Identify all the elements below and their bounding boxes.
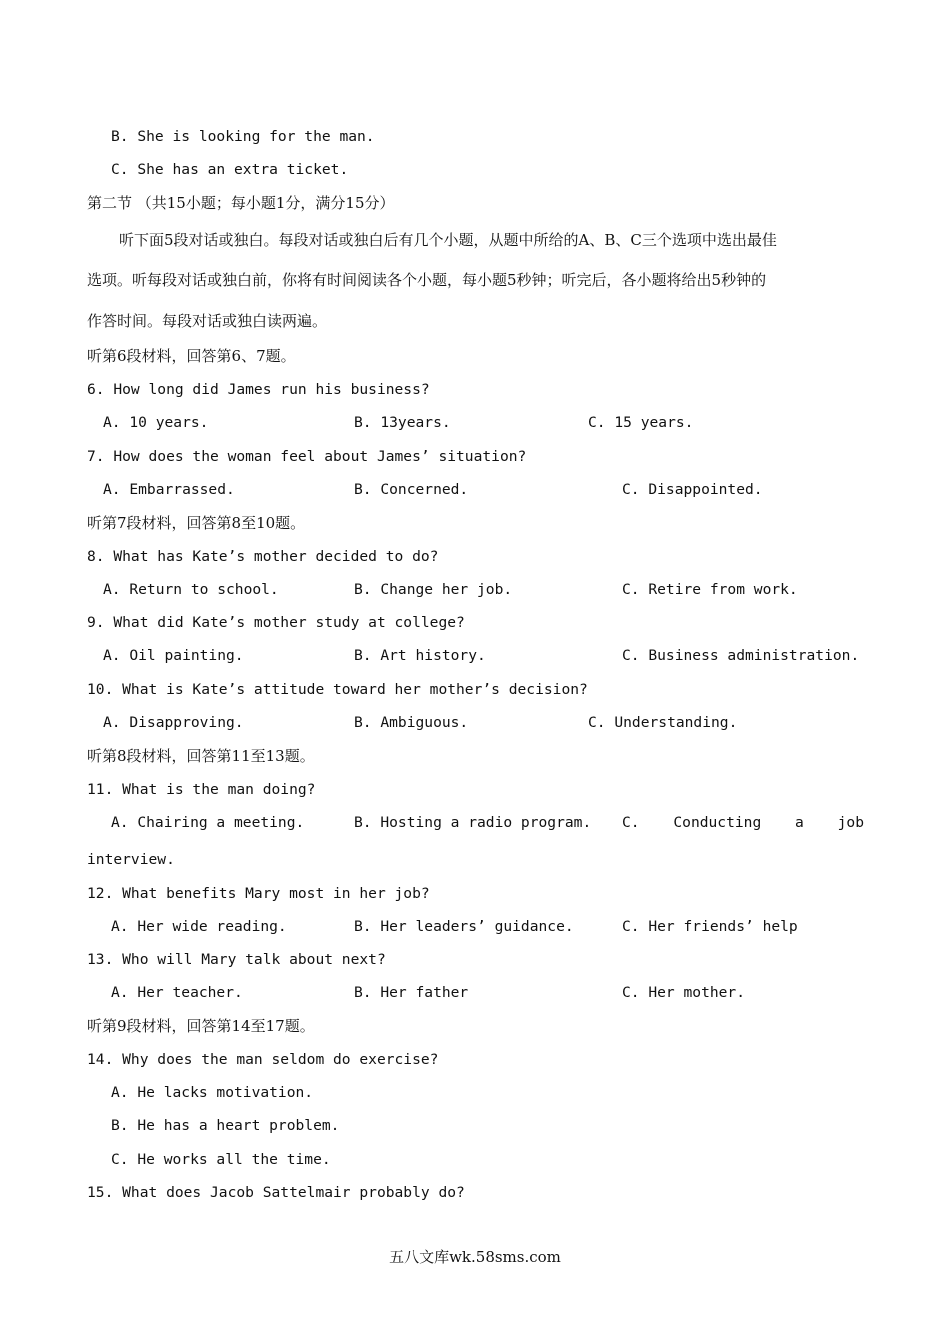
q9-option-b: B. Art history. xyxy=(354,647,486,664)
q11-option-c-word: job xyxy=(837,814,864,831)
q13-option-c: C. Her mother. xyxy=(622,984,746,1001)
question-8: 8. What has Kate’s mother decided to do? xyxy=(87,548,439,565)
q10-option-a: A. Disapproving. xyxy=(103,714,244,731)
q11-option-c-word: C. xyxy=(622,814,640,831)
q6-option-c: C. 15 years. xyxy=(588,414,694,431)
q8-option-c: C. Retire from work. xyxy=(622,581,798,598)
q7-option-a: A. Embarrassed. xyxy=(103,481,235,498)
question-9: 9. What did Kate’s mother study at college? xyxy=(87,614,465,631)
group-6-heading: 听第6段材料，回答第6、7题。 xyxy=(87,347,296,365)
q7-option-b: B. Concerned. xyxy=(354,481,469,498)
q11-option-b: B. Hosting a radio program. xyxy=(354,814,592,831)
group-9-heading: 听第9段材料，回答第14至17题。 xyxy=(87,1017,315,1035)
q11-option-a: A. Chairing a meeting. xyxy=(111,814,305,831)
page-footer: 五八文库wk.58sms.com xyxy=(389,1248,561,1266)
q9-option-c: C. Business administration. xyxy=(622,647,860,664)
q8-option-a: A. Return to school. xyxy=(103,581,279,598)
question-15: 15. What does Jacob Sattelmair probably do? xyxy=(87,1184,465,1201)
question-13: 13. Who will Mary talk about next? xyxy=(87,951,386,968)
instructions-line-1: 听下面5段对话或独白。每段对话或独白后有几个小题，从题中所给的A、B、C三个选项中选出最佳 xyxy=(119,231,777,249)
instructions-line-3: 作答时间。每段对话或独白读两遍。 xyxy=(87,312,328,330)
prev-option-b: B. She is looking for the man. xyxy=(111,128,375,145)
q12-option-b: B. Her leaders’ guidance. xyxy=(354,918,574,935)
section-heading: 第二节 （共15小题；每小题1分，满分15分） xyxy=(87,194,395,212)
instructions-line-2: 选项。听每段对话或独白前，你将有时间阅读各个小题，每小题5秒钟；听完后，各小题将给出5秒钟的 xyxy=(87,271,767,289)
q11-option-c-word: Conducting xyxy=(673,814,762,831)
group-7-heading: 听第7段材料，回答第8至10题。 xyxy=(87,514,306,532)
q12-option-a: A. Her wide reading. xyxy=(111,918,287,935)
q10-option-b: B. Ambiguous. xyxy=(354,714,469,731)
question-7: 7. How does the woman feel about James’ situation? xyxy=(87,448,527,465)
q7-option-c: C. Disappointed. xyxy=(622,481,763,498)
q9-option-a: A. Oil painting. xyxy=(103,647,244,664)
q12-option-c: C. Her friends’ help xyxy=(622,918,798,935)
q13-option-a: A. Her teacher. xyxy=(111,984,243,1001)
q14-option-a: A. He lacks motivation. xyxy=(111,1084,314,1101)
q11-option-c xyxy=(622,813,864,833)
q11-option-c-continuation: interview. xyxy=(87,851,175,868)
question-10: 10. What is Kate’s attitude toward her mother’s decision? xyxy=(87,681,588,698)
q13-option-b: B. Her father xyxy=(354,984,469,1001)
prev-option-c: C. She has an extra ticket. xyxy=(111,161,349,178)
question-11: 11. What is the man doing? xyxy=(87,781,316,798)
q14-option-b: B. He has a heart problem. xyxy=(111,1117,340,1134)
q6-option-b: B. 13years. xyxy=(354,414,451,431)
q6-option-a: A. 10 years. xyxy=(103,414,209,431)
group-8-heading: 听第8段材料，回答第11至13题。 xyxy=(87,747,315,765)
question-14: 14. Why does the man seldom do exercise? xyxy=(87,1051,439,1068)
question-12: 12. What benefits Mary most in her job? xyxy=(87,885,430,902)
q8-option-b: B. Change her job. xyxy=(354,581,513,598)
q11-option-c-word: a xyxy=(795,814,804,831)
question-6: 6. How long did James run his business? xyxy=(87,381,430,398)
q10-option-c: C. Understanding. xyxy=(588,714,738,731)
q14-option-c: C. He works all the time. xyxy=(111,1151,331,1168)
